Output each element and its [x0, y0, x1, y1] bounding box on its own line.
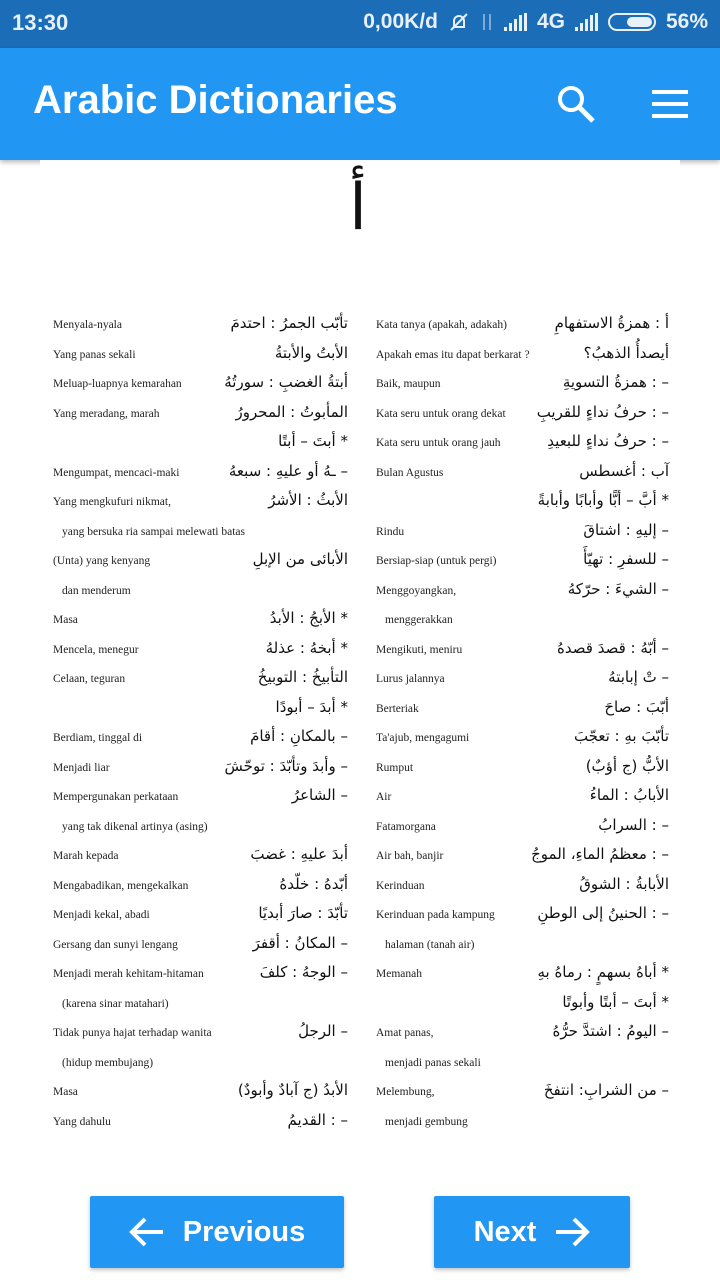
entry-row — [376, 518, 669, 548]
dictionary-page — [40, 160, 680, 1160]
entry-translation: Lurus jalannya — [376, 673, 445, 685]
entry-row — [376, 960, 669, 990]
entry-translation: Mengabadikan, mengekalkan — [53, 879, 189, 892]
entry-row — [53, 518, 348, 548]
entry-arabic: أيصدأُ الذهبُ؟ — [583, 343, 669, 362]
left-column — [53, 311, 348, 1137]
arrow-right-icon — [554, 1216, 590, 1248]
entry-translation: dan menderum — [62, 584, 131, 597]
entry-arabic: – : همزةُ التسويةِ — [562, 373, 669, 391]
entry-translation: (karena sinar matahari) — [62, 997, 169, 1010]
entry-row — [376, 1049, 669, 1079]
entry-arabic: المأبوتُ : المحرورُ — [235, 402, 348, 421]
entry-translation: Masa — [53, 1086, 78, 1098]
entry-row — [376, 990, 669, 1020]
app-bar — [0, 48, 720, 160]
entry-translation: Bulan Agustus — [376, 466, 444, 479]
signal-icon-2 — [575, 13, 598, 31]
entry-arabic: – تْ إبابتهُ — [608, 668, 669, 686]
entry-arabic: الأبابةُ : الشوقُ — [579, 874, 669, 893]
entry-translation: Amat panas, — [376, 1027, 434, 1039]
entry-translation: Yang mengkufuri nikmat, — [53, 496, 171, 508]
battery-icon — [608, 13, 656, 31]
entry-translation: Fatamorgana — [376, 820, 436, 833]
entry-row — [376, 695, 669, 725]
entry-row — [376, 931, 669, 961]
entry-row — [53, 459, 348, 489]
entry-translation: Rindu — [376, 525, 405, 538]
entry-row — [53, 577, 348, 607]
entry-row — [376, 842, 669, 872]
entry-row — [53, 547, 348, 577]
entry-translation: Menggoyangkan, — [376, 584, 457, 597]
entry-arabic: * أبدَ – أبودًا — [275, 697, 348, 716]
entry-row — [376, 724, 669, 754]
entry-arabic: الأبتُ والأبتةُ — [274, 343, 348, 362]
battery-percent: 56% — [665, 10, 708, 33]
entry-row — [376, 311, 669, 341]
entry-translation: Kata tanya (apakah, adakah) — [376, 319, 507, 331]
menu-icon[interactable] — [648, 84, 692, 124]
entry-translation: Mengumpat, mencaci-maki — [53, 466, 180, 479]
entry-translation: Berteriak — [376, 702, 419, 715]
entry-arabic: تأبّب الجمرُ : احتدمَ — [230, 314, 348, 332]
entry-row — [376, 577, 669, 607]
entry-arabic: – : القديمُ — [287, 1110, 348, 1129]
entry-row — [53, 695, 348, 725]
status-time: 13:30 — [12, 10, 69, 35]
entry-translation: Mempergunakan perkataan — [53, 791, 179, 803]
entry-translation: Rumput — [376, 761, 414, 774]
entry-row — [53, 872, 348, 902]
entry-translation: Mencela, menegur — [53, 643, 139, 656]
entry-translation: Yang meradang, marah — [53, 407, 160, 420]
entry-arabic: تأبّدَ : صارَ أبديًا — [258, 904, 348, 922]
entry-translation: Celaan, teguran — [53, 673, 126, 685]
entry-row — [53, 1019, 348, 1049]
entry-arabic: * أباهُ بسهمٍ : رماهُ بهِ — [537, 963, 669, 981]
entry-translation: Apakah emas itu dapat berkarat ? — [376, 348, 530, 361]
entry-arabic: أبدَ عليهِ : غضبَ — [250, 845, 348, 863]
data-transfer-icon — [480, 12, 494, 32]
entry-arabic: أ : همزةُ الاستفهامِ — [554, 314, 669, 332]
entry-row — [53, 636, 348, 666]
entry-translation: Masa — [53, 614, 78, 626]
entry-row — [376, 606, 669, 636]
entry-row — [376, 872, 669, 902]
entry-arabic: – للسفرِ : تهيّأَ — [583, 550, 669, 568]
entry-arabic: الأبُّ (ج أؤبٌ) — [585, 756, 669, 775]
entry-translation: Tidak punya hajat terhadap wanita — [53, 1027, 212, 1039]
entry-row — [53, 488, 348, 518]
previous-button[interactable] — [90, 1196, 344, 1268]
entry-arabic: – من الشرابِ: انتفخَ — [543, 1081, 669, 1099]
entry-translation: Menjadi kekal, abadi — [53, 909, 150, 921]
entry-translation: Meluap-luapnya kemarahan — [53, 378, 182, 390]
entry-translation: Gersang dan sunyi lengang — [53, 938, 178, 951]
next-button[interactable] — [434, 1196, 630, 1268]
entry-row — [53, 311, 348, 341]
entry-row — [376, 783, 669, 813]
entry-translation: Menjadi liar — [53, 761, 110, 774]
entry-arabic: – : حرفُ نداءٍ للبعيدِ — [547, 432, 669, 450]
entry-arabic: التأبيخُ : التوبيخُ — [257, 668, 348, 686]
status-icons — [363, 10, 708, 34]
entry-row — [53, 724, 348, 754]
entry-translation: Kata seru untuk orang dekat — [376, 407, 506, 420]
entry-arabic: الأبابُ : الماءُ — [589, 786, 669, 804]
entry-translation: Memanah — [376, 968, 422, 980]
entry-translation: menjadi panas sekali — [385, 1056, 481, 1069]
entry-arabic: – : معظمُ الماءِ، الموجُ — [531, 845, 669, 863]
entry-row — [376, 1108, 669, 1138]
entry-translation: Ta'ajub, mengagumi — [376, 732, 470, 744]
entry-translation: Kerinduan pada kampung — [376, 909, 495, 921]
entry-arabic: أبتةُ الغضبِ : سورتُهُ — [224, 373, 348, 391]
entry-row — [376, 665, 669, 695]
entry-arabic: – الشاعرُ — [291, 786, 348, 804]
entry-arabic: الأبدُ (ج آبادٌ وأبودٌ) — [237, 1081, 348, 1099]
entry-translation: Menyala-nyala — [53, 319, 122, 331]
mute-bell-icon — [448, 11, 470, 33]
entry-row — [376, 1078, 669, 1108]
entry-arabic: – اليومُ : اشتدَّ حرُّهُ — [552, 1022, 669, 1040]
entry-row — [53, 341, 348, 371]
entry-translation: yang tak dikenal artinya (asing) — [62, 820, 208, 833]
previous-label: Previous — [182, 1215, 306, 1248]
entry-arabic: – : الحنينُ إلى الوطنِ — [537, 904, 669, 922]
entry-row — [53, 1049, 348, 1079]
entry-arabic: – المكانُ : أقفرَ — [252, 933, 348, 952]
entry-row — [53, 931, 348, 961]
entry-row — [376, 636, 669, 666]
entry-translation: Kata seru untuk orang jauh — [376, 437, 501, 449]
entry-arabic: – الوجهُ : كلفَ — [259, 963, 348, 981]
entry-translation: Bersiap-siap (untuk pergi) — [376, 555, 497, 567]
entry-translation: Baik, maupun — [376, 378, 441, 390]
network-type: 4G — [536, 10, 565, 33]
entry-arabic: أبّبَ : صاحَ — [604, 697, 669, 716]
entry-row — [53, 990, 348, 1020]
entry-arabic: الأبائى من الإبلِ — [252, 550, 348, 568]
entry-row — [376, 400, 669, 430]
entry-translation: Marah kepada — [53, 850, 119, 862]
entry-row — [53, 1078, 348, 1108]
entry-row — [53, 400, 348, 430]
entry-arabic: – وأبدَ وتأبّدَ : توحّشَ — [224, 756, 348, 775]
entry-arabic: – الشيءَ : حرّكهُ — [567, 579, 669, 598]
entry-row — [53, 842, 348, 872]
entry-arabic: الأبثُ : الأشرُ — [268, 491, 348, 509]
search-icon[interactable] — [554, 82, 598, 126]
entry-translation: Air bah, banjir — [376, 850, 444, 862]
entry-translation: menjadi gembung — [385, 1115, 468, 1128]
entry-translation: Yang panas sekali — [53, 348, 136, 361]
entry-translation: Air — [376, 791, 392, 803]
entry-row — [53, 1108, 348, 1138]
entry-row — [53, 754, 348, 784]
entry-row — [53, 606, 348, 636]
entry-translation: halaman (tanah air) — [385, 938, 475, 951]
entry-translation: Melembung, — [376, 1086, 435, 1098]
entry-row — [53, 665, 348, 695]
entry-translation: (hidup membujang) — [62, 1056, 154, 1069]
entry-row — [53, 429, 348, 459]
head-letter: أ — [349, 171, 367, 245]
app-title: Arabic Dictionaries — [33, 78, 398, 122]
entry-row — [376, 547, 669, 577]
entry-translation: Menjadi merah kehitam-hitaman — [53, 968, 204, 980]
entry-arabic: آب : أغسطس — [579, 461, 669, 480]
status-bar — [0, 0, 720, 48]
entry-row — [53, 783, 348, 813]
entry-row — [376, 429, 669, 459]
entry-row — [376, 754, 669, 784]
entry-arabic: تأبّبَ بهِ : تعجّبَ — [573, 727, 669, 745]
entry-translation: Mengikuti, meniru — [376, 643, 463, 656]
entry-translation: (Unta) yang kenyang — [53, 555, 151, 567]
arrow-left-icon — [129, 1216, 165, 1248]
entry-row — [376, 341, 669, 371]
network-speed: 0,00K/d — [363, 10, 438, 33]
entry-translation: menggerakkan — [385, 614, 453, 626]
entry-arabic: أبّدهُ : خلّدهُ — [279, 874, 348, 893]
next-label: Next — [473, 1215, 537, 1248]
entry-row — [376, 813, 669, 843]
entry-arabic: – : حرفُ نداءٍ للقريبِ — [536, 402, 669, 421]
entry-row — [53, 370, 348, 400]
signal-icon-1 — [504, 13, 527, 31]
entry-arabic: – ـهُ أو عليهِ : سبعهُ — [228, 461, 348, 480]
entry-arabic: – أبّهُ : قصدَ قصدهُ — [557, 638, 669, 657]
right-column — [376, 311, 669, 1137]
entry-row — [376, 370, 669, 400]
entry-translation: Kerinduan — [376, 879, 425, 892]
entry-row — [376, 459, 669, 489]
entry-row — [53, 813, 348, 843]
entry-translation: Yang dahulu — [53, 1115, 111, 1128]
entry-arabic: * أبتَ – أبتًا — [278, 432, 348, 450]
entry-row — [376, 1019, 669, 1049]
entry-translation: Berdiam, tinggal di — [53, 732, 143, 744]
entry-arabic: * أبخهُ : عذلهُ — [265, 638, 348, 657]
entry-arabic: – : السرابُ — [598, 815, 669, 834]
entry-row — [53, 901, 348, 931]
entry-row — [53, 960, 348, 990]
entry-arabic: – الرجلُ — [298, 1022, 348, 1040]
entry-arabic: – بالمكانِ : أقامَ — [250, 727, 348, 745]
entry-arabic: * الأبجُ : الأبدُ — [269, 609, 348, 627]
entry-row — [376, 901, 669, 931]
entry-translation: yang bersuka ria sampai melewati batas — [62, 525, 245, 538]
entry-arabic: – إليهِ : اشتاقَ — [583, 520, 669, 539]
entry-row — [376, 488, 669, 518]
entry-arabic: * أبتَ – أبتًا وأبوتًا — [562, 992, 669, 1011]
entry-arabic: * أبَّ – أبًّا وأبابًا وأبابةً — [537, 491, 669, 509]
